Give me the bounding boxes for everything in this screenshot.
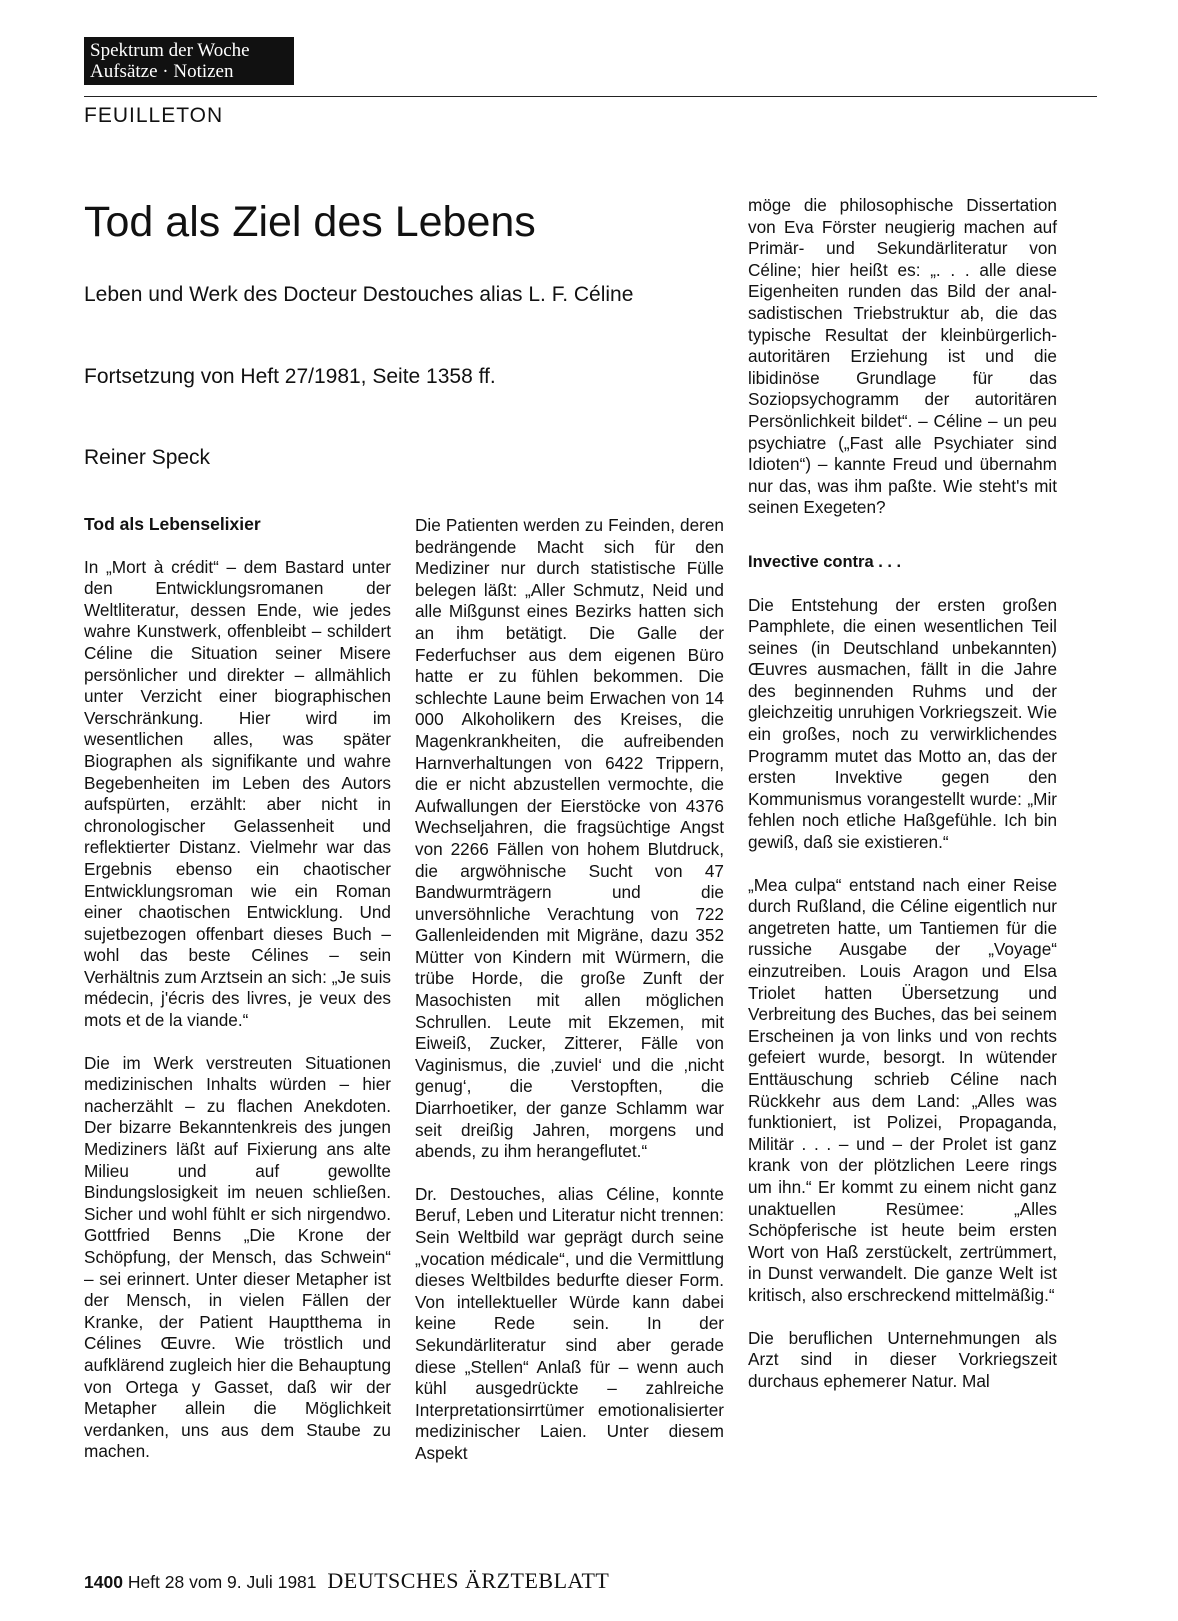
journal-name: DEUTSCHES ÄRZTEBLATT (327, 1568, 610, 1593)
masthead-line-1: Spektrum der Woche (90, 40, 250, 61)
page-footer (84, 1568, 609, 1594)
section-label: FEUILLETON (84, 104, 224, 127)
paragraph: Die Patienten werden zu Feinden, deren bedrängende Macht sich für den Mediziner nur durch statistische Fülle belegen läßt: „Aller Schmutz, Neid und alle Mißgunst eines Bezirks hatten sich an ihm betätigt. Die Galle der Federfuchser aus dem eigenen Büro hatte er zu fühlen bekommen. Die schlechte Laune beim Erwachen von 14 000 Alkoholikern des Kreises, die Magenkrankheiten, die aufreibenden Harnverhaltungen von 6422 Trippern, die er nicht abzustellen vermochte, die Aufwallungen der Eierstöcke von 4376 Wechseljahren, die fragsüchtige Angst von 2266 Fällen von hohem Blutdruck, die argwöhnische Sucht von 47 Bandwurmträgern und die unversöhnliche Verachtung von 722 Gallenleidenden mit Migräne, dazu 352 Mütter von Kindern mit Würmern, die trübe Horde, die große Zunft der Masochisten mit allen möglichen Schrullen. Leute mit Ekzemen, mit Eiweiß, Zucker, Zitterer, Fälle von Vaginismus, die ‚zuviel‘ und die ‚nicht genug‘, die Verstopften, die Diarrhoetiker, der ganze Schlamm war seit dreißig Jahren, morgens und abends, zu ihm herangeflutet.“ (415, 515, 724, 1162)
paragraph: Die im Werk verstreuten Situationen medizinischen Inhalts würden – hier nacherzählt – zu flachen Anekdoten. Der bizarre Bekanntenkreis des jungen Mediziners läßt auf Fixierung ans alte Milieu und auf gewollte Bindungslosigkeit im neuen schließen. Sicher und wohl fühlt er sich nirgendwo. Gottfried Benns „Die Krone der Schöpfung, der Mensch, das Schwein“ – sei erinnert. Unter dieser Metapher ist der Mensch, in vielen Fällen der Kranke, der Patient Hauptthema in Célines Œuvre. Wie tröstlich und aufklärend zugleich hier die Behauptung von Ortega y Gasset, daß wir der Metapher allein die Möglichkeit verdanken, uns aus dem Staube zu machen. (84, 1052, 391, 1462)
paragraph: Dr. Destouches, alias Céline, konnte Beruf, Leben und Literatur nicht trennen: Sein Weltbild war geprägt durch seine „vocation médicale“, und die Vermittlung dieses Weltbildes bedurfte dieser Form. Von intellektueller Würde kann dabei keine Rede sein. In der Sekundärliteratur sind aber gerade diese „Stellen“ Anlaß für – wenn auch kühl ausgedrückte – zahlreiche Interpretationsirrtümer emotionalisierter medizinischer Laien. Unter diesem Aspekt (415, 1183, 724, 1463)
paragraph: Die Entstehung der ersten großen Pamphlete, die einen wesentlichen Teil seines (in Deutschland unbekannten) Œuvres ausmachen, fällt in die Jahre des beginnenden Ruhms und der gleichzeitig unruhigen Vorkriegszeit. Wie ein großes, noch zu verwirklichendes Programm mutet das Motto an, das der ersten Invektive gegen den Kommunismus vorangestellt wurde: „Mir fehlen noch etliche Haßgefühle. Ich bin gewiß, daß sie existieren.“ (748, 594, 1057, 853)
column-1 (84, 514, 391, 1484)
masthead-line-2: Aufsätze · Notizen (90, 61, 234, 82)
masthead (84, 37, 294, 85)
paragraph: In „Mort à crédit“ – dem Bastard unter den Entwicklungsromanen der Weltliteratur, dessen Ende, wie jedes wahre Kunstwerk, offenbleibt – schildert Céline die Situation seiner Misere persönlicher und direkter – allmählich unter Verzicht einer biographischen Verschränkung. Hier wird im wesentlichen alles, was später Biographen als signifikante und wahre Begebenheiten im Leben des Autors aufspürten, erzählt: aber nicht in chronologischer Gelassenheit und reflektierter Distanz. Vielmehr war das Ergebnis ebenso ein chaotischer Entwicklungsroman wie ein Roman einer chaotischen Entwicklung. Und sujetbezogen offenbart dieses Buch – wohl das beste Célines – sein Verhältnis zum Arztsein an sich: „Je suis médecin, j'écris des livres, je veux des mots et de la viande.“ (84, 556, 391, 1031)
column-2 (415, 515, 724, 1486)
subheading-lebenselixier: Tod als Lebenselixier (84, 514, 261, 534)
issue-info: Heft 28 vom 9. Juli 1981 (127, 1572, 317, 1592)
article-subtitle: Leben und Werk des Docteur Destouches alias L. F. Céline (84, 283, 634, 306)
continuation-note: Fortsetzung von Heft 27/1981, Seite 1358 ff. (84, 365, 496, 388)
column-3 (748, 195, 1057, 1413)
author: Reiner Speck (84, 446, 211, 469)
paragraph: „Mea culpa“ entstand nach einer Reise durch Rußland, die Céline eigentlich nur angetreten hatte, um Tantiemen für die russiche Ausgabe der „Voyage“ einzutreiben. Louis Aragon und Elsa Triolet hatten Übersetzung und Verbreitung des Buches, das bei seinem Erscheinen ja von links und von rechts gefeiert wurde, besorgt. In wütender Enttäuschung schrieb Céline nach Rückkehr aus dem Land: „Alles was funktioniert, ist Polizei, Propaganda, Militär . . . – und – der Prolet ist ganz krank von der plötzlichen Leere rings um ihn.“ Er kommt zu einem nicht ganz unaktuellen Resümee: „Alles Schöpferische ist heute beim ersten Wort von Haß zerstückelt, zertrümmert, in Dunst verwandelt. Die ganze Welt ist kritisch, also erschreckend mittelmäßig.“ (748, 874, 1057, 1305)
paragraph: möge die philosophische Dissertation von Eva Förster neugierig machen auf Primär- und Sekundärliteratur von Céline; hier heißt es: „. . . alle diese Eigenheiten runden das Bild der anal-sadistischen Triebstruktur ab, die das typische Resultat der kleinbürgerlich-autoritären Erziehung ist und die libidinöse Grundlage für das Soziopsychogramm der autoritären Persönlichkeit bildet“. – Céline – un peu psychiatre („Fast alle Psychiater sind Idioten“) – kannte Freud und übernahm nur das, was ihm paßte. Wie steht's mit seinen Exegeten? (748, 195, 1057, 518)
header-rule (84, 96, 1097, 97)
article-title: Tod als Ziel des Lebens (84, 198, 536, 246)
paragraph: Die beruflichen Unternehmungen als Arzt sind in dieser Vorkriegszeit durchaus ephemerer Natur. Mal (748, 1327, 1057, 1391)
page-number: 1400 (84, 1572, 123, 1592)
subheading-invective: Invective contra . . . (748, 552, 902, 571)
